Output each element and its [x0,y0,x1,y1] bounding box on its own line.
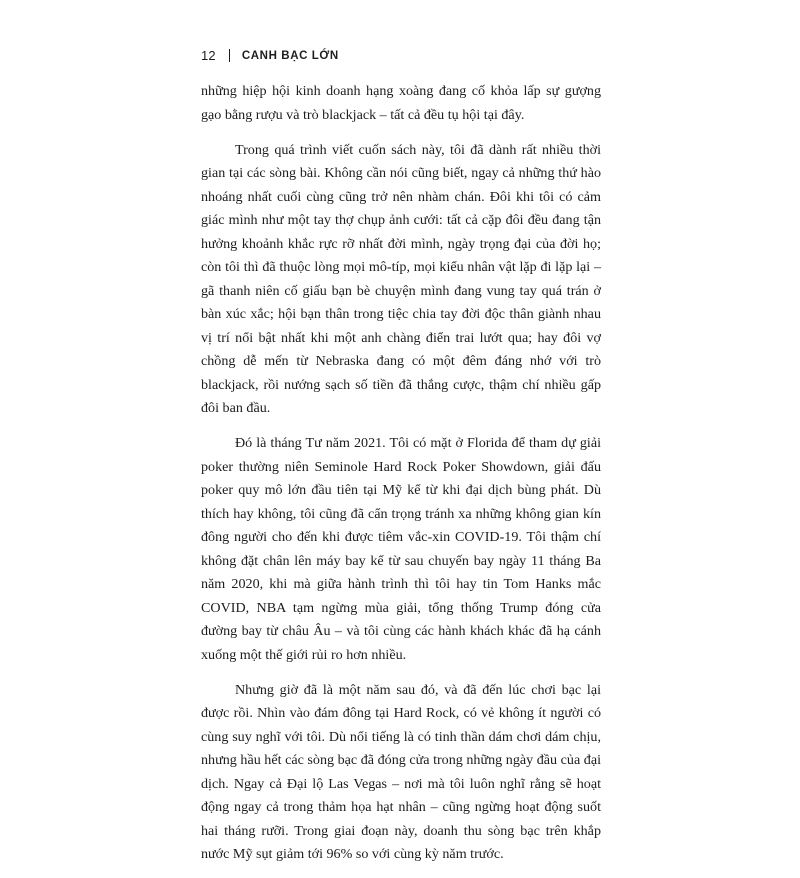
paragraph-continued: những hiệp hội kinh doanh hạng xoàng đang cố khỏa lấp sự gượng gạo bằng rượu và trò blackjack – tất cả đều tụ hội tại đây. [201,83,601,123]
book-title: CANH BẠC LỚN [241,49,339,62]
header-separator [229,49,230,62]
paragraph: Nhưng giờ đã là một năm sau đó, và đã đến lúc chơi bạc lại được rồi. Nhìn vào đám đông tại Hard Rock, có vẻ không ít người có cùng suy nghĩ với tôi. Dù nổi tiếng là có tinh thần dám chơi dám chịu, nhưng hầu hết các sòng bạc đã đóng cửa trong những ngày đầu của đại dịch. Ngay cả Đại lộ Las Vegas – nơi mà tôi luôn nghĩ rằng sẽ hoạt động ngay cả trong thảm họa hạt nhân – cũng ngừng hoạt động suốt hai tháng rưỡi. Trong giai đoạn này, doanh thu sòng bạc trên khắp nước Mỹ sụt giảm tới 96% so với cùng kỳ năm trước. [201,681,601,862]
paragraph: Trong quá trình viết cuốn sách này, tôi đã dành rất nhiều thời gian tại các sòng bài. Không cần nói cũng biết, ngay cả những thứ hào nhoáng nhất cuối cùng cũng trở nên nhàm chán. Đôi khi tôi có cảm giác mình như một tay thợ chụp ảnh cưới: tất cả cặp đôi đều đang tận hưởng khoảnh khắc rực rỡ nhất đời mình, ngày trọng đại của đời họ; còn tôi thì đã thuộc lòng mọi mô-típ, mọi kiểu nhân vật lặp đi lặp lại – gã thanh niên cố giấu bạn bè chuyện mình đang vung tay quá trán ở bàn xúc xắc; hội bạn thân trong tiệc chia tay đời độc thân giành nhau vị trí nổi bật nhất khi một anh chàng điển trai lướt qua; hay đôi vợ chồng dễ mến từ Nebraska đang có một đêm đáng nhớ với trò blackjack, rồi nướng sạch số tiền đã thắng cược, thậm chí nhiều gấp đôi ban đầu. [201,141,601,416]
paragraph: Đó là tháng Tư năm 2021. Tôi có mặt ở Florida để tham dự giải poker thường niên Seminole Hard Rock Poker Showdown, giải đấu poker quy mô lớn đầu tiên tại Mỹ kể từ khi đại dịch bùng phát. Dù thích hay không, tôi cũng đã cẩn trọng tránh xa những không gian kín đông người cho đến khi được tiêm vắc-xin COVID-19. Tôi thậm chí không đặt chân lên máy bay kể từ sau chuyến bay ngày 11 tháng Ba năm 2020, khi mà giữa hành trình thì tôi hay tin Tom Hanks mắc COVID, NBA tạm ngừng mùa giải, tổng thống Trump đóng cửa đường bay từ châu Âu – và tôi cùng các hành khách khác đã hạ cánh xuống một thế giới rủi ro hơn nhiều. [201,435,601,663]
body-text [201,80,601,878]
page-number: 12 [201,48,216,63]
running-header [201,48,339,63]
